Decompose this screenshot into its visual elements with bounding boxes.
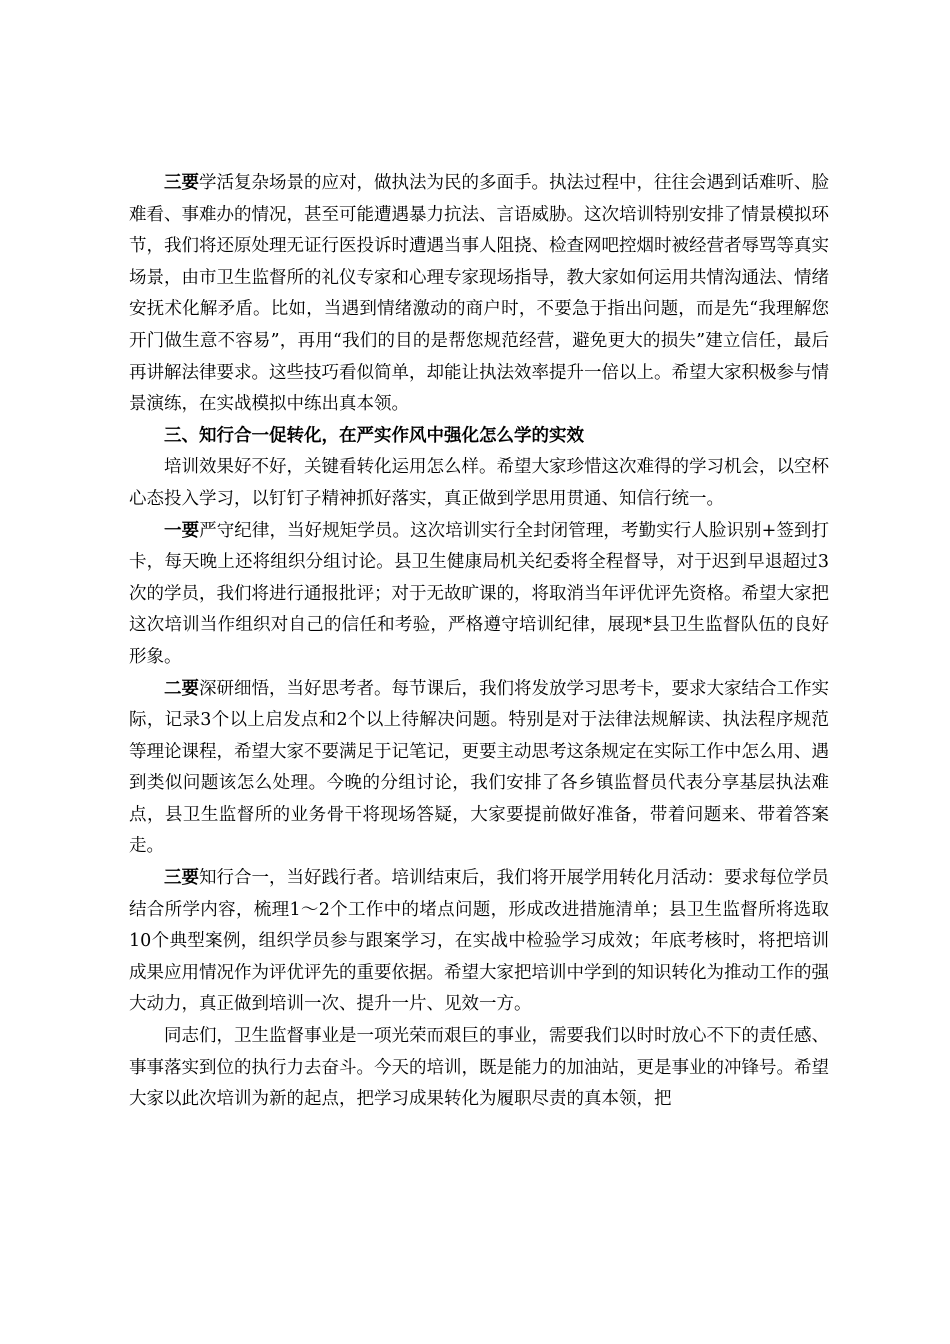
section-heading-3: 三、知行合一促转化，在严实作风中强化怎么学的实效 xyxy=(164,425,584,446)
paragraph-deep-study xyxy=(129,674,829,864)
paragraph-discipline xyxy=(129,516,829,674)
paragraph-text: 同志们，卫生监督事业是一项光荣而艰巨的事业，需要我们以时时放心不下的责任感、事事落实到位的执行力去奋斗。今天的培训，既是能力的加油站，更是事业的冲锋号。希望大家以此次培训为新的起点，把学习成果转化为履职尽责的真本领，把 xyxy=(129,1026,829,1110)
paragraph-closing xyxy=(129,1021,829,1116)
paragraph-text: 学活复杂场景的应对，做执法为民的多面手。执法过程中，往往会遇到话难听、脸难看、事难办的情况，甚至可能遭遇暴力抗法、言语威胁。这次培训特别安排了情景模拟环节，我们将还原处理无证行医投诉时遭遇当事人阻挠、检查网吧控烟时被经营者辱骂等真实场景，由市卫生监督所的礼仪专家和心理专家现场指导，教大家如何运用共情沟通法、情绪安抚术化解矛盾。比如，当遇到情绪激动的商户时，不要急于指出问题，而是先“我理解您开门做生意不容易”，再用“我们的目的是帮您规范经营，避免更大的损失”建立信任，最后再讲解法律要求。这些技巧看似简单，却能让执法效率提升一倍以上。希望大家积极参与情景演练，在实战模拟中练出真本领。 xyxy=(129,173,829,415)
paragraph-text: 培训效果好不好，关键看转化运用怎么样。希望大家珍惜这次难得的学习机会，以空杯心态投入学习，以钉钉子精神抓好落实，真正做到学思用贯通、知信行统一。 xyxy=(129,457,829,509)
paragraph-lead: 一要 xyxy=(164,520,200,541)
paragraph-section-intro xyxy=(129,452,829,515)
paragraph-lead: 二要 xyxy=(164,678,199,699)
paragraph-scenario-training xyxy=(129,168,829,421)
paragraph-text: 知行合一，当好践行者。培训结束后，我们将开展学用转化月活动：要求每位学员结合所学内容，梳理1～2个工作中的堵点问题，形成改进措施清单；县卫生监督所将选取10个典型案例，组织学员参与跟案学习，在实战中检验学习成效；年底考核时，将把培训成果应用情况作为评优评先的重要依据。希望大家把培训中学到的知识转化为推动工作的强大动力，真正做到培训一次、提升一片、见效一方。 xyxy=(129,868,829,1015)
paragraph-text: 严守纪律，当好规矩学员。这次培训实行全封闭管理，考勤实行人脸识别+签到打卡，每天晚上还将组织分组讨论。县卫生健康局机关纪委将全程督导，对于迟到早退超过3次的学员，我们将进行通报批评；对于无故旷课的，将取消当年评优评先资格。希望大家把这次培训当作组织对自己的信任和考验，严格遵守培训纪律，展现*县卫生监督队伍的良好形象。 xyxy=(129,520,829,667)
paragraph-practice xyxy=(129,863,829,1021)
document-body xyxy=(129,168,829,1116)
paragraph-lead: 三要 xyxy=(164,868,199,889)
paragraph-lead: 三要 xyxy=(164,173,199,193)
paragraph-text: 深研细悟，当好思考者。每节课后，我们将发放学习思考卡，要求大家结合工作实际，记录3个以上启发点和2个以上待解决问题。特别是对于法律法规解读、执法程序规范等理论课程，希望大家不要满足于记笔记，更要主动思考这条规定在实际工作中怎么用、遇到类似问题该怎么处理。今晚的分组讨论，我们安排了各乡镇监督员代表分享基层执法难点，县卫生监督所的业务骨干将现场答疑，大家要提前做好准备，带着问题来、带着答案走。 xyxy=(129,678,829,857)
